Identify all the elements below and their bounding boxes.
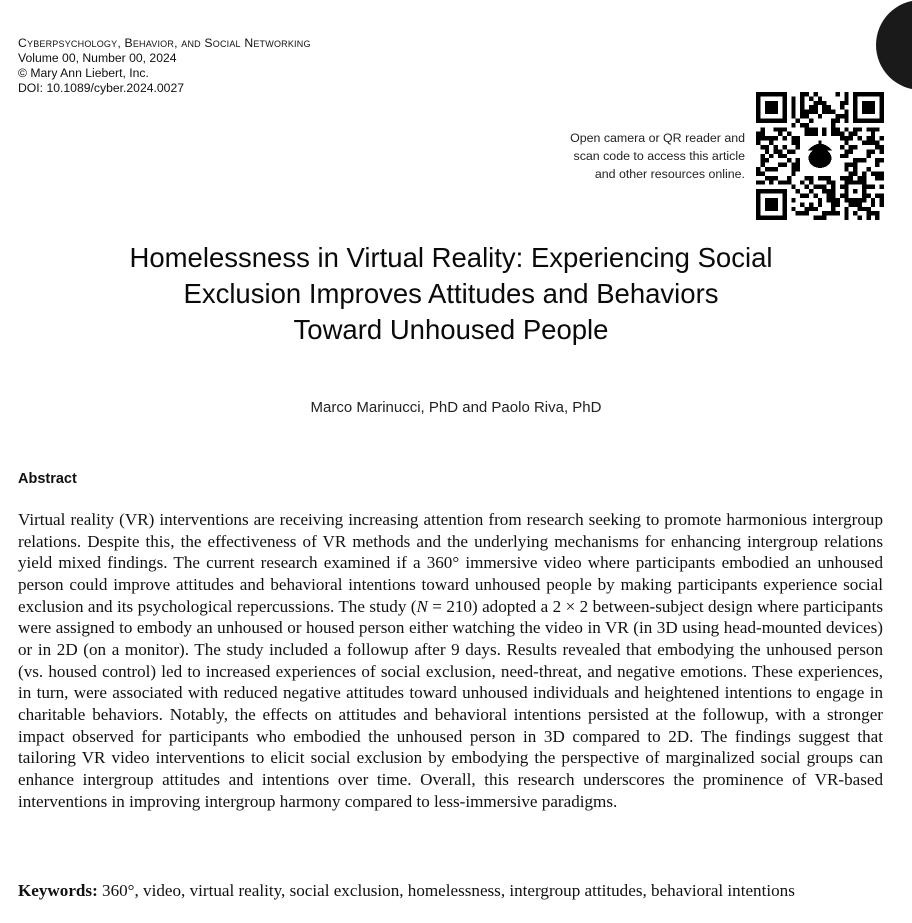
qr-caption [520, 129, 745, 183]
abstract-heading: Abstract [18, 471, 77, 487]
journal-header [18, 36, 311, 96]
keywords-label: Keywords: [18, 881, 98, 900]
qr-code-icon[interactable] [756, 92, 884, 220]
copyright: © Mary Ann Liebert, Inc. [18, 66, 149, 80]
title-line: Homelessness in Virtual Reality: Experiencing Social [129, 242, 773, 273]
title-line: Exclusion Improves Attitudes and Behaviors [183, 278, 719, 309]
abstract-text [18, 509, 883, 812]
abstract-text-part: Virtual reality (VR) interventions are receiving increasing attention from research seeking to promote harmonious intergroup relations. Despite this, the effectiveness of VR methods and the underlying mechanisms for enhancing intergroup relations yield mixed findings. The current research examined if a 360° immersive video where participants embodied an unhoused person could improve attitudes and behavioral intentions toward unhoused people by making participants experience social exclusion and its psychological repercussions. The study ( [18, 510, 883, 616]
title-line: Toward Unhoused People [293, 314, 609, 345]
sample-size-symbol: N [416, 596, 428, 616]
qr-caption-line: and other resources online. [594, 167, 745, 181]
volume-info: Volume 00, Number 00, 2024 [18, 51, 177, 65]
doi[interactable]: DOI: 10.1089/cyber.2024.0027 [18, 81, 185, 95]
authors: Marco Marinucci, PhD and Paolo Riva, PhD [310, 399, 602, 416]
journal-name: Cyberpsychology, Behavior, and Social Networking [18, 36, 311, 50]
article-title [20, 240, 882, 348]
qr-caption-line: Open camera or QR reader and [570, 131, 745, 145]
keywords-list: 360°, video, virtual reality, social exclusion, homelessness, intergroup attitudes, behavioral intentions [97, 881, 795, 900]
abstract-text-part: = 210) adopted a 2 × 2 between-subject design where participants were assigned to embody an unhoused or housed person either watching the video in VR (in 3D using head-mounted devices) or in 2D (on a monitor). The study included a followup after 9 days. Results revealed that embodying the unhoused person (vs. housed control) led to increased experiences of social exclusion, need-threat, and negative emotions. These experiences, in turn, were associated with reduced negative attitudes toward unhoused individuals and heightened intentions to engage in charitable behaviors. Notably, the effects on attitudes and behavioral intentions persisted at the followup, with a stronger impact observed for participants who embodied the unhoused person in 3D compared to 2D. The findings suggest that tailoring VR video interventions to elicit social exclusion by embodying the perspective of marginalized social groups can enhance intergroup attitudes and intentions over time. Overall, this research underscores the prominence of VR-based interventions in improving intergroup harmony compared to less-immersive paradigms. [18, 596, 884, 811]
keywords [18, 880, 898, 901]
corner-tab [876, 0, 912, 90]
qr-caption-line: scan code to access this article [573, 149, 745, 163]
